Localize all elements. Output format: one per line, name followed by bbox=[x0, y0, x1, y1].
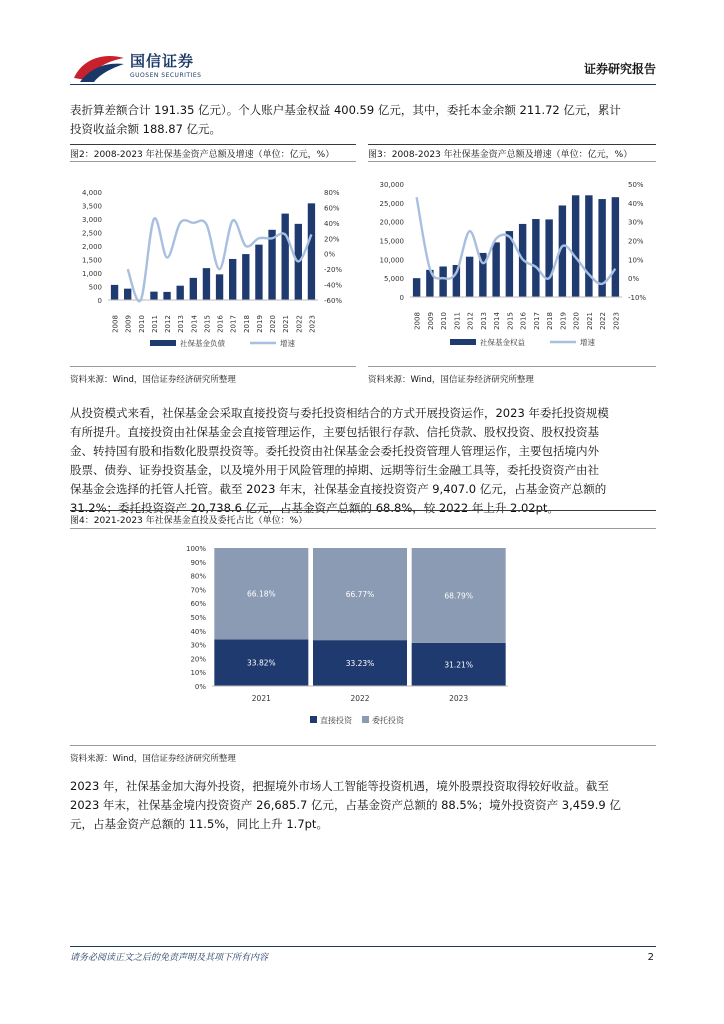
fig2-caption-rule bbox=[70, 161, 356, 162]
x-tick-label: 2010 bbox=[137, 315, 146, 333]
paragraph-line: 金、转持国有股和指数化股票投资等。委托投资由社保基金会委托投资管理人管理运作，主要包括境内外 bbox=[70, 444, 599, 458]
legend-swatch-bar bbox=[150, 340, 176, 346]
y-tick-left: 3,500 bbox=[81, 202, 102, 211]
y-tick-left: 3,000 bbox=[81, 216, 102, 224]
page-number: 2 bbox=[647, 952, 654, 963]
bar bbox=[111, 285, 118, 300]
paragraph-line: 投资收益余额 188.87 亿元。 bbox=[70, 122, 222, 136]
paragraph-1 bbox=[70, 101, 656, 139]
legend-label: 增速 bbox=[280, 339, 295, 348]
paragraph-3 bbox=[70, 777, 656, 834]
x-tick-label: 2011 bbox=[453, 312, 462, 330]
y-tick: 100% bbox=[185, 545, 206, 553]
x-tick-label: 2012 bbox=[466, 312, 475, 330]
y-tick-left: 1,000 bbox=[81, 270, 102, 278]
bar bbox=[177, 286, 184, 300]
x-tick-label: 2017 bbox=[532, 312, 541, 330]
x-tick-label: 2015 bbox=[506, 312, 515, 330]
y-tick-right: 40% bbox=[628, 199, 644, 208]
x-tick-label: 2012 bbox=[164, 315, 173, 333]
fig3-caption-rule bbox=[368, 161, 656, 162]
report-type: 证券研究报告 bbox=[583, 62, 656, 76]
y-tick-left: 20,000 bbox=[379, 218, 404, 227]
y-tick-left: 30,000 bbox=[379, 181, 404, 189]
x-tick-label: 2022 bbox=[350, 694, 370, 703]
fig3-bottom-rule bbox=[368, 366, 656, 367]
y-tick-left: 15,000 bbox=[379, 237, 404, 246]
bar bbox=[190, 278, 197, 300]
y-tick-left: 0 bbox=[399, 294, 404, 302]
paragraph-line: 31.2%；委托投资资产 20,738.6 亿元，占基金资产总额的 68.8%，较 2022 年上升 2.02pt。 bbox=[70, 501, 559, 515]
y-tick: 40% bbox=[190, 627, 206, 636]
paragraph-line: 从投资模式来看，社保基金会采取直接投资与委托投资相结合的方式开展投资运作，2023 年委托投资规模 bbox=[70, 406, 609, 420]
data-label: 68.79% bbox=[444, 591, 473, 601]
y-tick-right: 20% bbox=[628, 237, 644, 246]
y-tick-left: 0 bbox=[97, 297, 102, 305]
paragraph-line: 有所提升。直接投资由社保基金会直接管理运作，主要包括银行存款、信托贷款、股权投资、股权投资基 bbox=[70, 425, 599, 439]
fig2-top-rule bbox=[70, 144, 356, 145]
bar bbox=[413, 278, 420, 297]
y-tick-left: 4,000 bbox=[81, 189, 102, 197]
y-tick-right: -10% bbox=[628, 294, 647, 302]
x-tick-label: 2020 bbox=[572, 312, 581, 330]
bar bbox=[216, 274, 223, 300]
y-tick-right: 10% bbox=[628, 256, 644, 265]
x-tick-label: 2019 bbox=[255, 315, 264, 333]
fig2-chart bbox=[70, 178, 356, 358]
bar bbox=[466, 257, 473, 297]
logo-english: GUOSEN SECURITIES bbox=[130, 72, 202, 79]
paragraph-line: 元，占基金资产总额的 11.5%，同比上升 1.7pt。 bbox=[70, 817, 328, 831]
y-tick: 60% bbox=[190, 600, 206, 609]
fig4-bottom-rule bbox=[70, 745, 656, 746]
fig2-bottom-rule bbox=[70, 366, 356, 367]
bar bbox=[572, 195, 579, 297]
bar bbox=[585, 195, 592, 297]
x-tick-label: 2023 bbox=[449, 694, 469, 703]
x-tick-label: 2021 bbox=[251, 694, 271, 703]
x-tick-label: 2019 bbox=[559, 312, 568, 330]
y-tick-left: 5,000 bbox=[383, 275, 404, 284]
fig3-source: 资料来源：Wind，国信证券经济研究所整理 bbox=[368, 375, 534, 385]
y-tick: 70% bbox=[190, 586, 206, 595]
y-tick-right: -60% bbox=[324, 297, 343, 305]
y-tick: 80% bbox=[190, 572, 206, 581]
y-tick-right: 0% bbox=[324, 250, 336, 259]
legend-label: 增速 bbox=[580, 338, 595, 347]
data-label: 66.77% bbox=[345, 590, 375, 600]
bar bbox=[255, 245, 262, 300]
x-tick-label: 2020 bbox=[269, 315, 278, 333]
y-tick-right: 80% bbox=[324, 189, 340, 197]
bar bbox=[612, 197, 619, 297]
bar bbox=[229, 259, 236, 300]
bar bbox=[532, 219, 539, 297]
legend-label: 委托投资 bbox=[372, 716, 404, 725]
y-tick-left: 1,500 bbox=[81, 256, 102, 265]
x-tick-label: 2022 bbox=[295, 315, 304, 333]
y-tick: 30% bbox=[190, 641, 206, 650]
bar bbox=[124, 289, 131, 300]
x-tick-label: 2013 bbox=[479, 312, 488, 330]
fig4-caption: 图4：2021-2023 年社保基金直投及委托占比（单位：%） bbox=[70, 516, 308, 526]
y-tick: 20% bbox=[190, 655, 206, 664]
data-label: 31.21% bbox=[444, 660, 473, 670]
x-tick-label: 2016 bbox=[216, 315, 225, 333]
y-tick-left: 500 bbox=[88, 283, 102, 292]
x-tick-label: 2022 bbox=[599, 312, 608, 330]
x-tick-label: 2014 bbox=[190, 315, 199, 333]
paragraph-2 bbox=[70, 404, 656, 518]
y-tick-right: 0% bbox=[628, 275, 640, 284]
x-tick-label: 2017 bbox=[229, 315, 238, 333]
x-tick-label: 2016 bbox=[519, 312, 528, 330]
x-tick-label: 2018 bbox=[242, 315, 251, 333]
y-tick-left: 2,500 bbox=[81, 229, 102, 238]
y-tick-left: 2,000 bbox=[81, 243, 102, 251]
data-label: 33.82% bbox=[247, 658, 276, 668]
fig4-top-rule bbox=[70, 510, 656, 511]
legend-label: 直接投资 bbox=[320, 716, 352, 725]
x-tick-label: 2014 bbox=[493, 312, 502, 330]
x-tick-label: 2018 bbox=[546, 312, 555, 330]
y-tick-right: -20% bbox=[324, 266, 343, 275]
legend-label: 社保基金负债 bbox=[180, 339, 225, 348]
legend-swatch-bar bbox=[450, 339, 476, 345]
x-tick-label: 2021 bbox=[585, 312, 594, 330]
y-tick: 10% bbox=[190, 669, 206, 678]
y-tick: 90% bbox=[190, 558, 206, 567]
bar bbox=[268, 230, 275, 300]
paragraph-line: 表折算差额合计 191.35 亿元）。个人账户基金权益 400.59 亿元，其中，委托本金余额 211.72 亿元，累计 bbox=[70, 103, 621, 117]
y-tick: 50% bbox=[190, 614, 206, 622]
bar bbox=[308, 203, 315, 300]
bar bbox=[150, 292, 157, 300]
paragraph-line: 股票、债券、证券投资基金，以及境外用于风险管理的掉期、远期等衍生金融工具等，委托投资资产由社 bbox=[70, 463, 599, 477]
fig3-chart bbox=[368, 172, 656, 358]
bar bbox=[439, 266, 446, 297]
y-tick-right: 30% bbox=[628, 218, 644, 227]
x-tick-label: 2021 bbox=[282, 315, 291, 333]
paragraph-line: 2023 年，社保基金加大海外投资，把握境外市场人工智能等投资机遇，境外股票投资取得较好收益。截至 bbox=[70, 779, 609, 793]
header-divider bbox=[70, 84, 656, 85]
legend-swatch-entrusted bbox=[362, 716, 369, 723]
paragraph-line: 2023 年末，社保基金境内投资资产 26,685.7 亿元，占基金资产总额的 88.5%；境外投资资产 3,459.9 亿 bbox=[70, 798, 621, 812]
fig4-caption-rule bbox=[70, 528, 656, 529]
x-tick-label: 2008 bbox=[111, 315, 120, 333]
bar bbox=[203, 268, 210, 300]
x-tick-label: 2009 bbox=[426, 312, 435, 330]
x-tick-label: 2015 bbox=[203, 315, 212, 333]
x-tick-label: 2010 bbox=[440, 312, 449, 330]
y-tick: 0% bbox=[194, 683, 206, 691]
y-tick-right: 50% bbox=[628, 181, 644, 189]
bar bbox=[545, 219, 552, 297]
fig3-caption: 图3：2008-2023 年社保基金资产总额及增速（单位：亿元，%） bbox=[368, 150, 633, 160]
legend-swatch-direct bbox=[310, 716, 317, 723]
x-tick-label: 2008 bbox=[413, 312, 422, 330]
x-tick-label: 2023 bbox=[612, 312, 621, 330]
fig2-source: 资料来源：Wind，国信证券经济研究所整理 bbox=[70, 375, 236, 385]
paragraph-line: 保基金会选择的托管人托管。截至 2023 年末，社保基金直接投资资产 9,407.0 亿元，占基金资产总额的 bbox=[70, 482, 607, 496]
fig3-top-rule bbox=[368, 144, 656, 145]
bar bbox=[282, 214, 289, 300]
x-tick-label: 2011 bbox=[150, 315, 159, 333]
x-tick-label: 2023 bbox=[308, 315, 317, 333]
bar bbox=[492, 242, 499, 297]
y-tick-right: 60% bbox=[324, 204, 340, 213]
x-tick-label: 2013 bbox=[177, 315, 186, 333]
fig4-source: 资料来源：Wind，国信证券经济研究所整理 bbox=[70, 754, 236, 764]
data-label: 66.18% bbox=[247, 589, 276, 599]
bar bbox=[242, 254, 249, 300]
logo-chinese: 国信证券 bbox=[130, 52, 195, 70]
y-tick-right: -40% bbox=[324, 281, 343, 290]
footer-divider bbox=[70, 946, 656, 947]
data-label: 33.23% bbox=[345, 659, 375, 669]
logo-icon bbox=[72, 50, 126, 84]
y-tick-right: 20% bbox=[324, 235, 340, 244]
y-tick-left: 25,000 bbox=[379, 199, 404, 208]
bar bbox=[163, 292, 170, 300]
x-tick-label: 2009 bbox=[124, 315, 133, 333]
legend-label: 社保基金权益 bbox=[480, 338, 525, 347]
fig2-caption: 图2：2008-2023 年社保基金资产总额及增速（单位：亿元，%） bbox=[70, 150, 335, 160]
y-tick-left: 10,000 bbox=[379, 256, 404, 265]
y-tick-right: 40% bbox=[324, 219, 340, 228]
fig4-chart bbox=[70, 536, 656, 732]
footer-disclaimer: 请务必阅读正文之后的免责声明及其项下所有内容 bbox=[70, 953, 269, 963]
logo bbox=[72, 50, 126, 84]
